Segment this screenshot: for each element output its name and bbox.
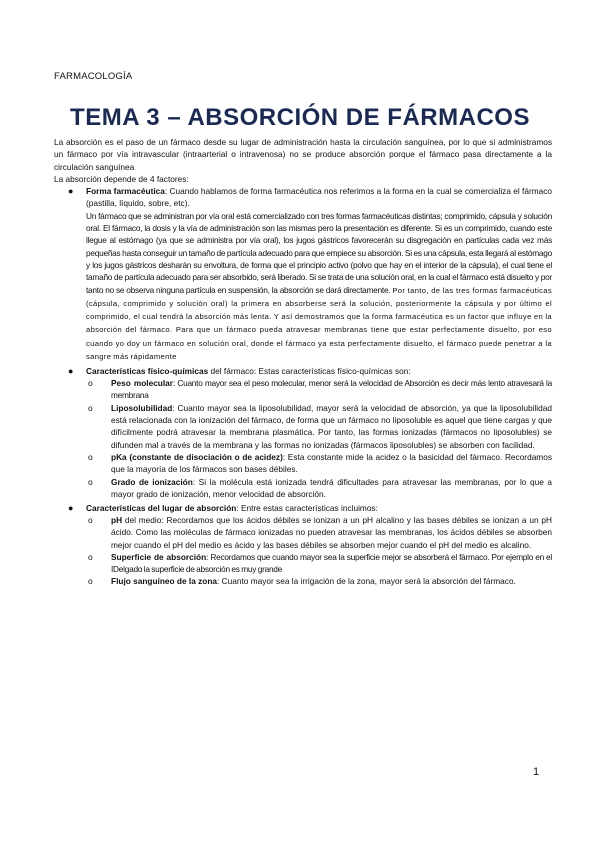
sub-term: pKa (constante de disociación o de acidez) bbox=[111, 451, 283, 462]
circle-bullet-icon: o bbox=[88, 576, 93, 587]
sub-term: Peso molecular bbox=[111, 378, 174, 389]
sub-item bbox=[86, 377, 552, 402]
sub-text: : Cuanto mayor sea la liposolubilidad, mayor será la velocidad de absorción, ya que la liposolubilidad está relacionada con la ionización del fármaco, de forma que un fármaco no liposoluble es aquel que tiene cargas y que difícilmente podrá atravesar la membrana plasmática. Por tanto, las formas ionizadas (fármacos no liposolubles) se difunden mal a través de la membrana y las formas no ionizadas (fármacos liposolubles) se absorben con facilidad. bbox=[111, 402, 552, 450]
page-number: 1 bbox=[533, 766, 540, 778]
sub-list bbox=[86, 514, 552, 588]
sub-text: : Si la molécula está ionizada tendrá dificultades para atravesar las membranas, por lo que a mayor grado de ionización, menor velocidad de absorción. bbox=[111, 476, 553, 499]
small-text: Por tanto, de las tres formas farmacéuticas (cápsula, comprimido y solución oral) la primera en absorberse será la solución, posteriormente la cápsula y por último el comprimido, el cual tendrá la absorción más lenta. Y así demostramos que la forma farmacéutica es un factor que influye en la absorción del fármaco. Para que un fármaco pueda atravesar membranas tiene que estar perfectamente disuelto, por eso cuando yo doy un fármaco en solución oral, donde el fármaco ya esta perfectamente disuelto, el fármaco puede penetrar a la sangre más rápidamente bbox=[86, 285, 552, 362]
sub-term: Liposolubilidad bbox=[111, 402, 173, 413]
sub-term: pH bbox=[111, 514, 123, 525]
factor-term: Características del lugar de absorción bbox=[86, 502, 237, 513]
sub-item bbox=[86, 575, 552, 587]
bullet-icon: ● bbox=[68, 186, 74, 197]
sub-item bbox=[86, 402, 552, 451]
sub-text: : Recordamos que cuando mayor sea la superficie mejor se absorberá el fármaco. Por ejemplo en el IDelgado la superficie de absorción es muy grande bbox=[111, 551, 552, 575]
sub-item bbox=[86, 476, 552, 501]
sub-item bbox=[86, 451, 552, 476]
circle-bullet-icon: o bbox=[88, 402, 93, 413]
factor-lead: : Cuando hablamos de forma farmacéutica nos referimos a la forma en la cual se comercializa el fármaco (pastilla, líquido, sobre, etc). bbox=[86, 186, 552, 209]
bullet-icon: ● bbox=[68, 502, 74, 513]
factor-lead: : Entre estas características incluimos: bbox=[236, 502, 378, 513]
factors-intro: La absorción depende de 4 factores: bbox=[54, 173, 189, 184]
circle-bullet-icon: o bbox=[88, 514, 93, 525]
sub-text: : Cuanto mayor sea el peso molecular, menor será la velocidad de Absorción es decir más lento atravesará la membrana bbox=[111, 378, 552, 401]
sub-text: : Cuanto mayor sea la irrigación de la zona, mayor será la absorción del fármaco. bbox=[217, 576, 516, 587]
factors-list bbox=[54, 185, 552, 588]
sub-term: Flujo sanguíneo de la zona bbox=[111, 576, 218, 587]
intro-paragraph: La absorción es el paso de un fármaco desde su lugar de administración hasta la circulación sanguínea, por lo que si administramos un fármaco por vía intravascular (intraarterial o intravenosa) no se produce absorción porque el fármaco pasa directamente a la circulación sanguínea bbox=[54, 137, 552, 172]
sub-term: Superficie de absorción bbox=[111, 551, 207, 562]
factor-term: Forma farmacéutica bbox=[86, 186, 165, 197]
sub-item bbox=[86, 551, 552, 576]
sub-text: : Esta constante mide la acidez o la basicidad del fármaco. Recordamos que la mayoría de los fármacos son bases débiles. bbox=[111, 451, 552, 475]
factor-paragraph: Un fármaco que se administran por vía oral está comercializado con tres formas farmacéuticas distintas; comprimido, cápsula y solución oral. El fármaco, la dosis y la vía de administración son las mismas pero la presentación es diferente. Si es un comprimido, cuando este llegue al estómago (ya que se administra por vía oral), los jugos gástricos favorecerán su disgregación en partículas cada vez más pequeñas hasta conseguir un tamaño de partícula adecuado para que empiece su absorción. Si es una cápsula, esta llegará al estómago y los jugos gástricos desharán su envoltura, de forma que el principio activo (polvo que hay en el interior de la cápsula), el cual tiene el tamaño de partícula adecuado para ser absorbido, será liberado. Si se trata de una solución oral, en la cual el fármaco está disuelto y por tanto no se observa ninguna partícula en suspensión, la absorción se dará directamente. Por tanto, de las tres formas farmacéuticas (cápsula, comprimido y solución oral) la primera en absorberse será la solución, posteriormente la cápsula y por último el comprimido, el cual tendrá la absorción más lenta. Y así demostramos que la forma farmacéutica es un factor que influye en la absorción del fármaco. Para que un fármaco pueda atravesar membranas tiene que estar perfectamente disuelto, por eso cuando yo doy un fármaco en solución oral, donde el fármaco ya esta perfectamente disuelto, el fármaco puede penetrar a la sangre más rápidamente bbox=[86, 210, 552, 362]
circle-bullet-icon: o bbox=[88, 476, 93, 487]
page-title: TEMA 3 – ABSORCIÓN DE FÁRMACOS bbox=[70, 104, 530, 131]
factor-item bbox=[54, 185, 552, 363]
sub-text: del medio: Recordamos que los ácidos débiles se ionizan a un pH alcalino y las bases débiles se ionizan a un pH ácido. Como las moléculas de fármaco ionizadas no pueden atravesar las membranas, los ácidos débiles se absorben mejor cuando el pH del medio es ácido y las bases débiles se absorben mejor cuando el pH del medio es alcalino. bbox=[111, 514, 552, 550]
document-body bbox=[54, 136, 552, 589]
circle-bullet-icon: o bbox=[88, 551, 93, 562]
factor-item bbox=[54, 502, 552, 588]
sub-term: Grado de ionización bbox=[111, 476, 193, 487]
circle-bullet-icon: o bbox=[88, 378, 93, 389]
factor-term: Características físico-químicas bbox=[86, 365, 209, 376]
circle-bullet-icon: o bbox=[88, 451, 93, 462]
page-header: FARMACOLOGÍA bbox=[54, 71, 133, 82]
sub-item bbox=[86, 514, 552, 551]
sub-list bbox=[86, 377, 552, 500]
bullet-icon: ● bbox=[68, 365, 74, 376]
factor-item bbox=[54, 365, 552, 500]
factor-lead: del fármaco: Estas características físico-químicas son: bbox=[208, 365, 411, 376]
